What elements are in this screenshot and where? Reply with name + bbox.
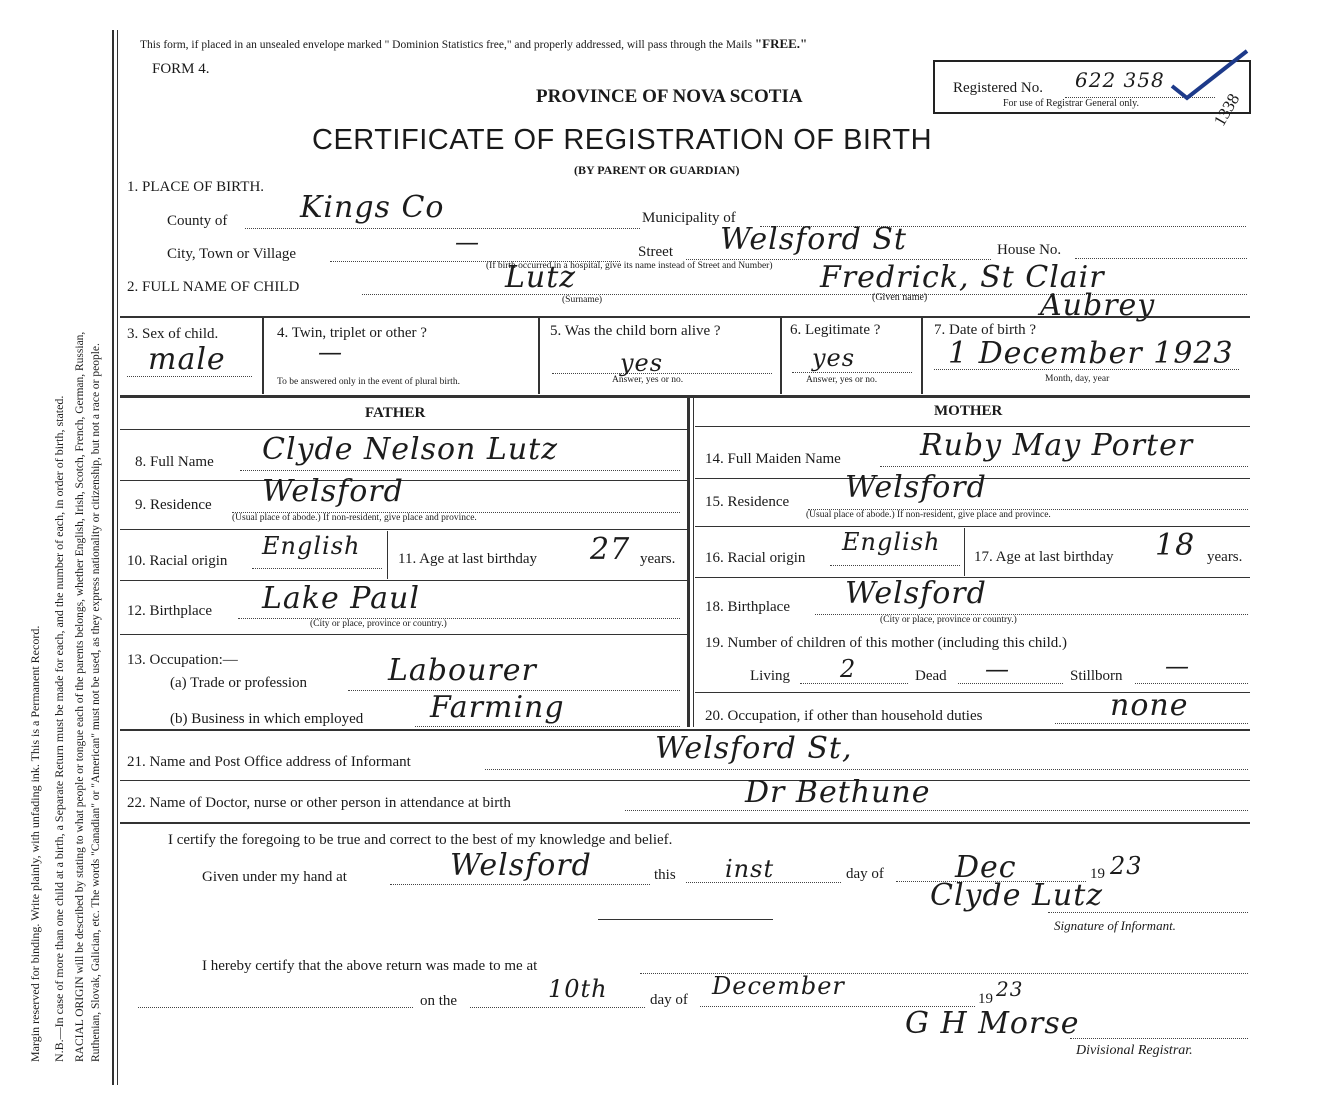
binding-rule	[112, 30, 114, 1085]
county-label: County of	[167, 213, 228, 229]
mother-birthplace-value: Welsford	[845, 576, 987, 611]
mother-name-value: Ruby May Porter	[920, 428, 1194, 463]
father-race-label: 10. Racial origin	[127, 553, 228, 569]
page-subtitle: (BY PARENT OR GUARDIAN)	[574, 163, 740, 177]
mother-dead-value: —	[985, 655, 1010, 683]
day-of-label: day of	[846, 866, 884, 882]
mother-stillborn-value: —	[1165, 652, 1190, 680]
registrar-label: Divisional Registrar.	[1076, 1043, 1193, 1058]
father-occupation-label: 13. Occupation:—	[127, 652, 238, 668]
mother-residence-label: 15. Residence	[705, 494, 790, 510]
mother-living-value: 2	[840, 655, 857, 683]
child-given-extra: Aubrey	[1040, 288, 1156, 323]
registered-label: Registered No.	[953, 80, 1043, 96]
father-race-value: English	[262, 532, 361, 560]
alive-label: 5. Was the child born alive ?	[550, 323, 721, 339]
mother-age-unit: years.	[1207, 549, 1243, 565]
year-prefix: 19	[1090, 866, 1105, 882]
page-title: CERTIFICATE OF REGISTRATION OF BIRTH	[312, 124, 933, 156]
day-of-value: Dec	[955, 850, 1017, 885]
hospital-note: (If birth occurred in a hospital, give its name instead of Street and Number)	[486, 261, 773, 271]
twin-note: To be answered only in the event of plural birth.	[277, 377, 460, 387]
margin-note-2: N.B.—In case of more than one child at a birth, a Separate Return must be made for each, and the number of each, in order of birth, stated.	[52, 395, 66, 1062]
mother-birthplace-note: (City or place, province or country.)	[880, 615, 1017, 625]
signature-label: Signature of Informant.	[1054, 918, 1176, 933]
given-note: (Given name)	[872, 292, 928, 303]
mother-race-label: 16. Racial origin	[705, 550, 806, 566]
child-name-label: 2. FULL NAME OF CHILD	[127, 279, 300, 295]
dob-value: 1 December 1923	[948, 336, 1234, 371]
on-the-label: on the	[420, 993, 458, 1009]
checkmark-icon	[1167, 46, 1257, 106]
alive-note: Answer, yes or no.	[612, 375, 684, 385]
mother-birthplace-label: 18. Birthplace	[705, 599, 790, 615]
informant-label: 21. Name and Post Office address of Informant	[127, 754, 411, 770]
father-age-label: 11. Age at last birthday	[398, 551, 537, 567]
registrar-signature: G H Morse	[905, 1006, 1080, 1041]
place-heading: 1. PLACE OF BIRTH.	[127, 179, 265, 195]
mother-race-value: English	[842, 528, 941, 556]
municipality-label: Municipality of	[642, 210, 736, 226]
father-birthplace-note: (City or place, province or country.)	[310, 619, 447, 629]
dob-note: Month, day, year	[1045, 374, 1110, 384]
county-value: Kings Co	[300, 190, 445, 225]
house-label: House No.	[997, 242, 1062, 258]
legit-label: 6. Legitimate ?	[790, 322, 881, 338]
father-birthplace-label: 12. Birthplace	[127, 603, 212, 619]
city-value: —	[455, 228, 480, 256]
stamp-number: 1338	[1209, 90, 1244, 130]
street-value: Welsford St	[720, 222, 907, 257]
mother-residence-note: (Usual place of abode.) If non-resident, give place and province.	[806, 510, 1051, 520]
doctor-label: 22. Name of Doctor, nurse or other person in attendance at birth	[127, 795, 511, 811]
certify-statement: I certify the foregoing to be true and correct to the best of my knowledge and belief.	[168, 832, 673, 848]
province-heading: PROVINCE OF NOVA SCOTIA	[536, 86, 803, 107]
sex-value: male	[148, 342, 226, 377]
father-residence-label: 9. Residence	[135, 497, 212, 513]
child-surname: Lutz	[505, 260, 577, 295]
informant-value: Welsford St,	[655, 731, 853, 766]
registrar-statement: I hereby certify that the above return was made to me at	[202, 958, 538, 974]
father-residence-note: (Usual place of abode.) If non-resident, give place and province.	[232, 513, 477, 523]
father-birthplace-value: Lake Paul	[262, 581, 420, 616]
mother-living-label: Living	[750, 668, 790, 684]
on-the-value: 10th	[548, 975, 608, 1003]
mother-occupation-value: none	[1110, 688, 1189, 723]
binding-rule-2	[117, 30, 118, 1085]
twin-label: 4. Twin, triplet or other ?	[277, 325, 427, 341]
surname-note: (Surname)	[562, 295, 603, 305]
legit-note: Answer, yes or no.	[806, 375, 878, 385]
year2-value: 23	[996, 977, 1024, 1001]
year-value: 23	[1110, 852, 1143, 880]
sex-label: 3. Sex of child.	[127, 326, 219, 342]
registrar-note: For use of Registrar General only.	[1003, 98, 1139, 109]
mother-name-label: 14. Full Maiden Name	[705, 451, 841, 467]
given-under-label: Given under my hand at	[202, 869, 347, 885]
mother-occupation-label: 20. Occupation, if other than household duties	[705, 708, 983, 724]
father-trade-label: (a) Trade or profession	[170, 675, 308, 691]
margin-notes	[0, 0, 116, 1107]
informant-signature: Clyde Lutz	[930, 878, 1104, 913]
mother-age-label: 17. Age at last birthday	[974, 549, 1114, 565]
margin-note-3: RACIAL ORIGIN will be described by stating to what people or tongue each of the parents belongs, whether English, Irish, Scotch, French, German, Russian,	[74, 331, 86, 1062]
legit-value: yes	[812, 344, 856, 372]
father-name-value: Clyde Nelson Lutz	[262, 432, 559, 467]
mother-dead-label: Dead	[915, 668, 947, 684]
father-age-value: 27	[590, 532, 631, 567]
margin-note-4: Ruthenian, Slovak, Galician, etc. The words "Canadian" or "American" must not be used, as they express nationality or citizenship, but not a race or people.	[90, 343, 102, 1062]
alive-value: yes	[620, 349, 664, 377]
registered-value: 622 358	[1075, 68, 1165, 92]
day-of-label-2: day of	[650, 992, 688, 1008]
year2-prefix: 19	[978, 991, 993, 1007]
mother-heading: MOTHER	[934, 403, 1003, 419]
father-business-label: (b) Business in which employed	[170, 711, 364, 727]
mother-age-value: 18	[1155, 528, 1196, 563]
city-label: City, Town or Village	[167, 246, 297, 262]
mother-residence-value: Welsford	[845, 470, 987, 505]
this-label: this	[654, 867, 676, 883]
father-name-label: 8. Full Name	[135, 454, 214, 470]
child-given-name: Fredrick, St Clair	[820, 260, 1105, 295]
mother-children-label: 19. Number of children of this mother (including this child.)	[705, 635, 1068, 651]
dob-label: 7. Date of birth ?	[934, 322, 1037, 338]
given-place-value: Welsford	[450, 848, 592, 883]
mother-stillborn-label: Stillborn	[1070, 668, 1123, 684]
registered-box	[933, 60, 1251, 114]
father-trade-value: Labourer	[388, 653, 537, 688]
day-of-value-2: December	[712, 972, 845, 1000]
twin-value: —	[318, 338, 343, 366]
form-number: FORM 4.	[152, 61, 210, 77]
doctor-value: Dr Bethune	[745, 775, 931, 810]
father-heading: FATHER	[365, 405, 426, 421]
margin-note-1: Margin reserved for binding. Write plainly, with unfading ink. This is a Permanent Record.	[28, 625, 42, 1062]
street-label: Street	[638, 244, 673, 260]
father-residence-value: Welsford	[262, 474, 404, 509]
father-age-unit: years.	[640, 551, 676, 567]
this-value: inst	[725, 855, 775, 883]
mail-notice: This form, if placed in an unsealed envelope marked " Dominion Statistics free," and properly addressed, will pass through the Mails "FREE."	[140, 36, 808, 51]
father-business-value: Farming	[430, 690, 565, 725]
